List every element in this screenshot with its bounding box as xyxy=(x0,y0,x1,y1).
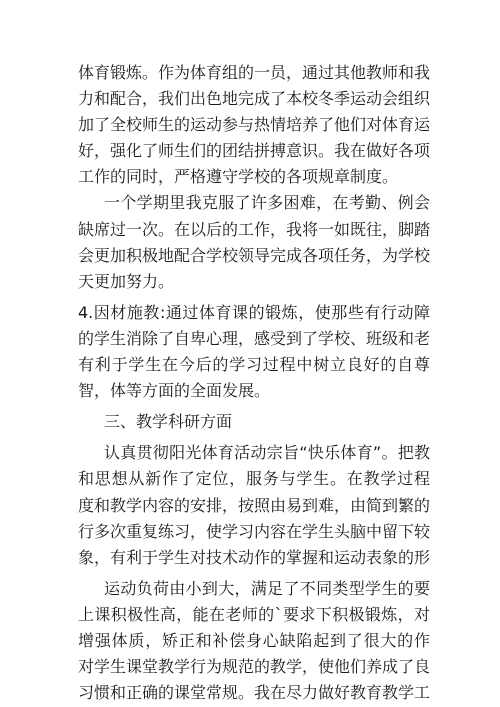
text-line: 习惯和正确的课堂常规。我在尽力做好教育教学工 xyxy=(78,683,430,703)
text-line: 会更加积极地配合学校领导完成各项任务，为学校 xyxy=(78,245,430,265)
text-line: 缺席过一次。在以后的工作，我将一如既往，脚踏 xyxy=(78,219,430,239)
document-body xyxy=(78,60,430,706)
text-line: 智，体等方面的全面发展。 xyxy=(78,381,271,401)
text-line: 天更加努力。 xyxy=(78,271,175,291)
text-line: 好，强化了师生们的团结拼搏意识。我在做好各项 xyxy=(78,141,430,161)
text-line: 上课积极性高，能在老师的`要求下积极锻炼，对 xyxy=(78,604,430,624)
text-line: 和思想从新作了定位，服务与学生。在教学过程 xyxy=(78,469,430,489)
text-line: 象，有利于学生对技术动作的掌握和运动表象的形 xyxy=(78,547,430,567)
text-line: 对学生课堂教学行为规范的教学，使他们养成了良 xyxy=(78,657,430,677)
text-line: 行多次重复练习，使学习内容在学生头脑中留下较 xyxy=(78,521,430,541)
text-line: 的学生消除了自卑心理，感受到了学校、班级和老 xyxy=(78,328,430,348)
text-line: 有利于学生在今后的学习过程中树立良好的自尊 xyxy=(78,355,430,375)
text-line: 一个学期里我克服了许多困难，在考勤、例会 xyxy=(104,193,430,213)
text-line: 三、教学科研方面 xyxy=(104,412,233,432)
text-line: 增强体质，矫正和补偿身心缺陷起到了很大的作 xyxy=(78,630,430,650)
text-line: 运动负荷由小到大，满足了不同类型学生的要 xyxy=(104,578,430,598)
text-line: 力和配合，我们出色地完成了本校冬季运动会组织 xyxy=(78,89,430,109)
text-line: 4.因材施教:通过体育课的锻炼，使那些有行动障 xyxy=(78,302,430,322)
text-line: 认真贯彻阳光体育活动宗旨“快乐体育”。把教 xyxy=(104,443,430,463)
text-line: 体育锻炼。作为体育组的一员，通过其他教师和我 xyxy=(78,63,430,82)
text-line: 度和教学内容的安排，按照由易到难，由简到繁的 xyxy=(78,495,430,515)
text-line: 加了全校师生的运动参与热情培养了他们对体育运 xyxy=(78,115,430,135)
text-line: 工作的同时，严格遵守学校的各项规章制度。 xyxy=(78,167,399,187)
